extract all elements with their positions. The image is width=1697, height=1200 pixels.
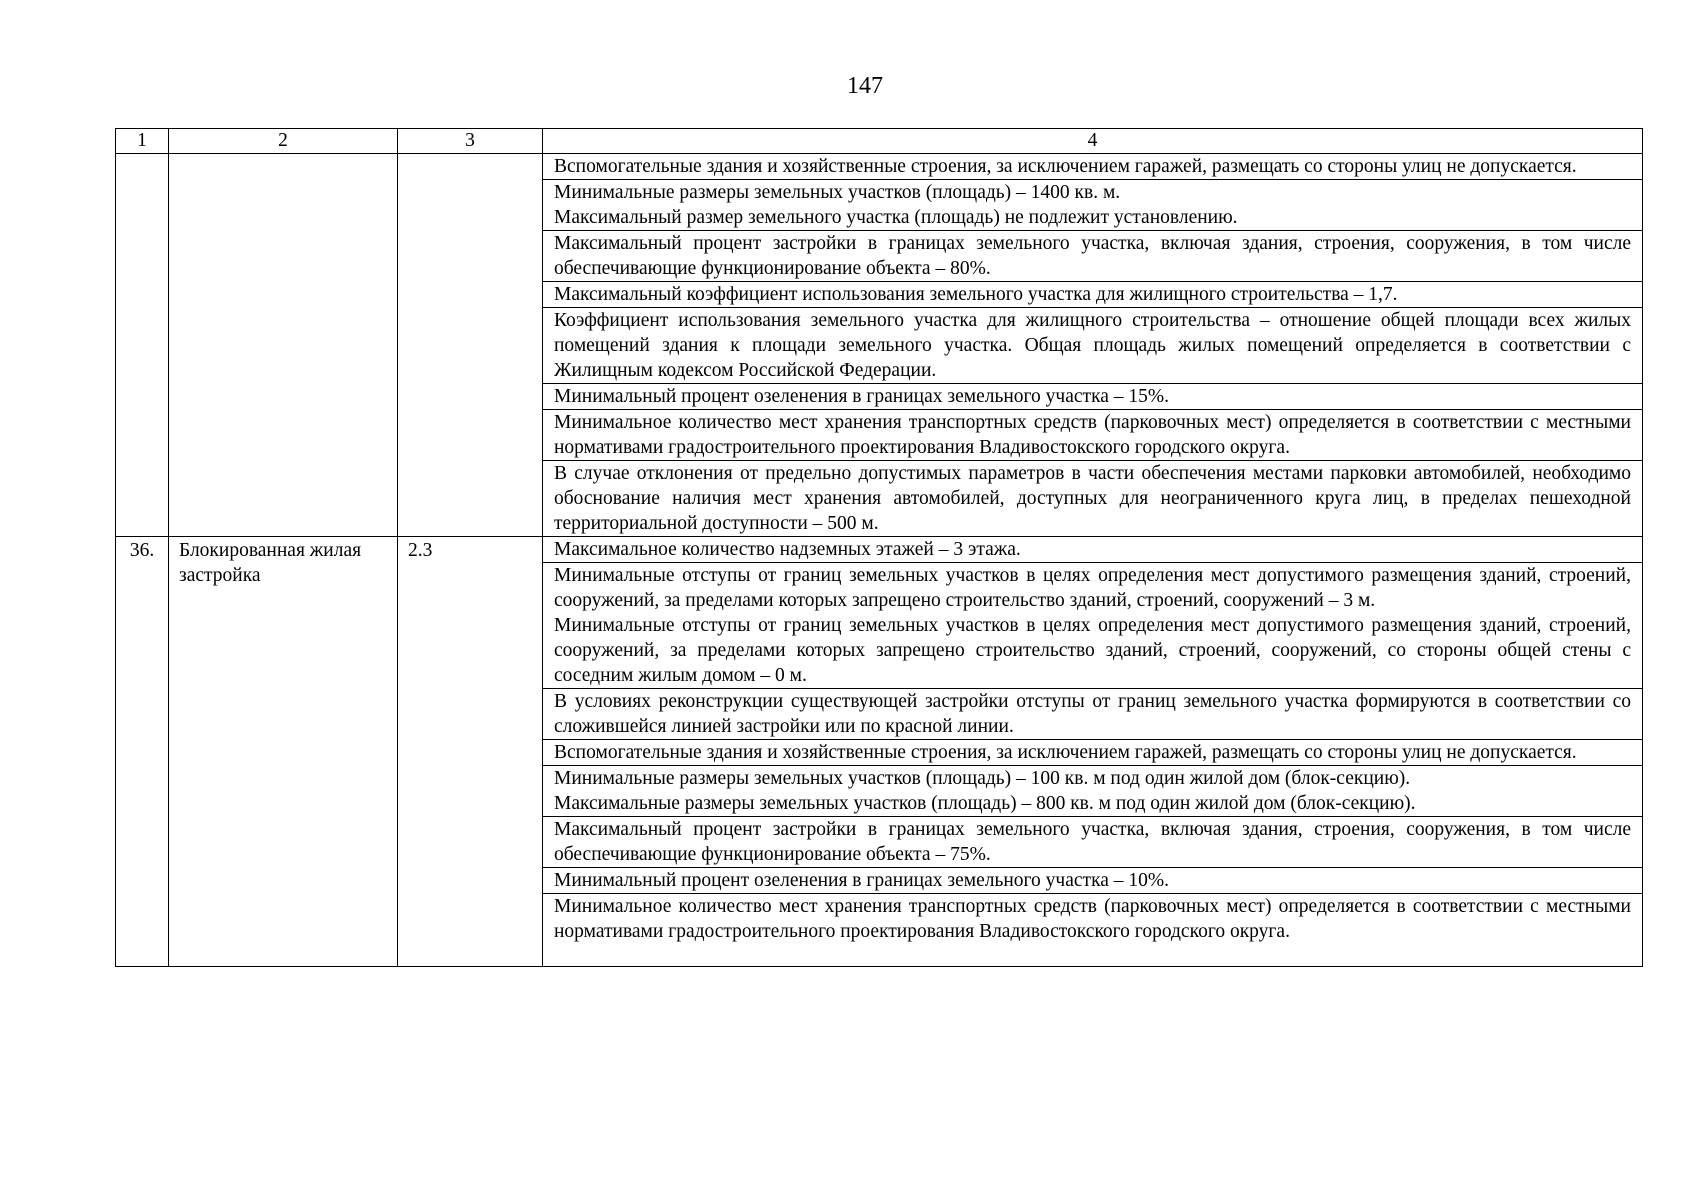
requirement-text: Максимальный процент застройки в границах земельного участка, включая здания, строения, сооружения, в том числе обеспечивающие функционирование объекта – 80%.: [554, 233, 1631, 279]
item-code-cell: 2.3: [398, 537, 543, 967]
requirement-text: Максимальный процент застройки в границах земельного участка, включая здания, строения, сооружения, в том числе обеспечивающие функционирование объекта – 75%.: [554, 819, 1631, 865]
requirement-text: Минимальное количество мест хранения транспортных средств (парковочных мест) определяется в соответствии с местными нормативами градостроительного проектирования Владивостокского городского округа.: [554, 412, 1631, 458]
requirement-text: Минимальный процент озеленения в границах земельного участка – 10%.: [554, 870, 1170, 891]
requirement-cell: [543, 231, 1643, 282]
requirement-cell: [543, 537, 1643, 563]
requirement-cell: [543, 766, 1643, 817]
table-row: [116, 154, 1643, 180]
table-row: [116, 537, 1643, 563]
requirement-text: Максимальные размеры земельных участков (площадь) – 800 кв. м под один жилой дом (блок-секцию).: [554, 793, 1416, 814]
regulations-table: [115, 128, 1643, 967]
header-cell-1: 1: [116, 129, 169, 154]
requirement-cell: [543, 282, 1643, 308]
requirement-text: Вспомогательные здания и хозяйственные строения, за исключением гаражей, размещать со стороны улиц не допускается.: [554, 742, 1577, 763]
requirement-text: Минимальные отступы от границ земельных участков в целях определения мест допустимого размещения зданий, строений, сооружений, за пределами которых запрещено строительство зданий, строений, сооружений – 3 м.: [554, 565, 1631, 611]
header-cell-2: 2: [169, 129, 398, 154]
requirement-text: Вспомогательные здания и хозяйственные строения, за исключением гаражей, размещать со стороны улиц не допускается.: [554, 156, 1577, 177]
requirement-cell: [543, 894, 1643, 967]
requirement-cell: [543, 180, 1643, 231]
requirement-text: Минимальные размеры земельных участков (площадь) – 1400 кв. м.: [554, 182, 1121, 203]
requirement-cell: [543, 817, 1643, 868]
requirement-cell: [543, 410, 1643, 461]
requirement-text: Максимальное количество надземных этажей – 3 этажа.: [554, 539, 1021, 560]
requirement-text: В случае отклонения от предельно допустимых параметров в части обеспечения местами парковки автомобилей, необходимо обоснование наличия мест хранения автомобилей, доступных для неограниченного круга лиц, в пределах пешеходной территориальной доступности – 500 м.: [554, 463, 1631, 534]
requirement-text: Минимальные отступы от границ земельных участков в целях определения мест допустимого размещения зданий, строений, сооружений, за пределами которых запрещено строительство зданий, строений, сооружений, со стороны общей стены с соседним жилым домом – 0 м.: [554, 615, 1631, 686]
requirement-text: В условиях реконструкции существующей застройки отступы от границ земельного участка формируются в соответствии со сложившейся линией застройки или по красной линии.: [554, 691, 1631, 737]
header-cell-3: 3: [398, 129, 543, 154]
requirement-cell: [543, 154, 1643, 180]
requirement-cell: [543, 461, 1643, 537]
item-number-cell: 36.: [116, 537, 169, 967]
requirement-cell: [543, 563, 1643, 689]
requirement-text: Минимальный процент озеленения в границах земельного участка – 15%.: [554, 386, 1170, 407]
requirement-text: Коэффициент использования земельного участка для жилищного строительства – отношение общей площади всех жилых помещений здания к площади земельного участка. Общая площадь жилых помещений определяется в соответствии с Жилищным кодексом Российской Федерации.: [554, 310, 1631, 381]
requirement-cell: [543, 384, 1643, 410]
requirement-cell: [543, 868, 1643, 894]
header-row: [116, 129, 1643, 154]
header-cell-4: 4: [543, 129, 1643, 154]
requirement-text: Минимальные размеры земельных участков (площадь) – 100 кв. м под один жилой дом (блок-секцию).: [554, 768, 1411, 789]
requirement-cell: [543, 689, 1643, 740]
requirement-cell: [543, 308, 1643, 384]
item-number-cell: [116, 154, 169, 537]
item-name-cell: [169, 154, 398, 537]
item-name-cell: Блокированная жилая застройка: [169, 537, 398, 967]
page-number: 147: [847, 73, 883, 99]
requirement-text: Максимальный коэффициент использования земельного участка для жилищного строительства – 1,7.: [554, 284, 1398, 305]
requirement-text: Минимальное количество мест хранения транспортных средств (парковочных мест) определяется в соответствии с местными нормативами градостроительного проектирования Владивостокского городского округа.: [554, 896, 1631, 942]
item-code-cell: [398, 154, 543, 537]
requirement-text: Максимальный размер земельного участка (площадь) не подлежит установлению.: [554, 207, 1238, 228]
requirement-cell: [543, 740, 1643, 766]
